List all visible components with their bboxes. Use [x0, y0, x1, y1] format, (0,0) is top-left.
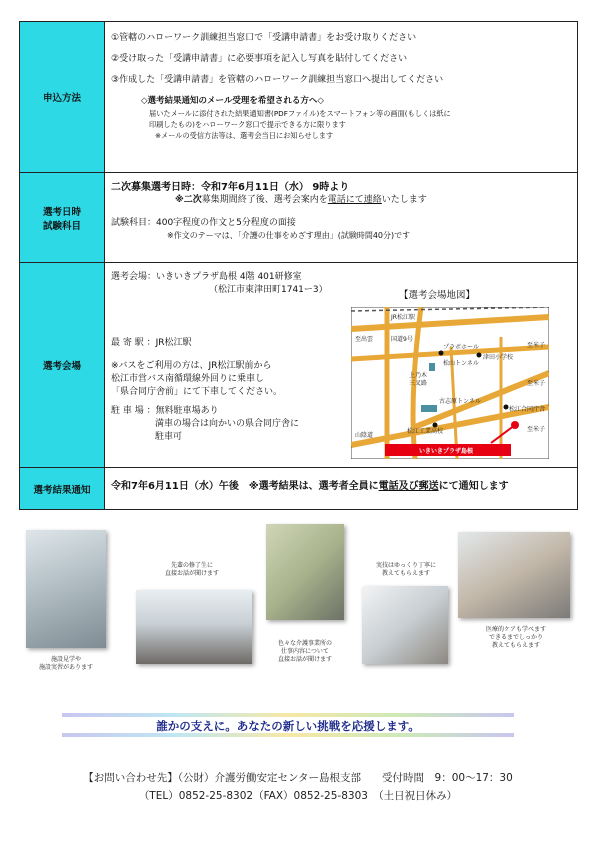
result-note-post: にて通知します — [438, 481, 509, 492]
caption-2a: 先輩の修了生に — [170, 562, 213, 569]
venue-map — [351, 307, 549, 459]
map-title: 【選考会場地図】 — [399, 290, 476, 301]
caption-3c: 直接お話が聞けます — [277, 656, 332, 663]
venue-label: 選考会場 — [20, 263, 105, 468]
photo-brochures — [266, 524, 344, 620]
result-label: 選考結果通知 — [20, 468, 105, 510]
map-label-plabo: プラボホール — [443, 344, 479, 351]
result-content — [105, 468, 578, 510]
map-label-kamiyasu: 上乃木 — [409, 372, 428, 379]
map-label-jr: JR松江駅 — [391, 314, 415, 321]
exam-note-post: いたします — [381, 195, 427, 205]
map-label-tsuda: 津田小学校 — [483, 354, 514, 361]
apply-step-2: ②受け取った「受講申請書」に必要事項を記入し写真を貼付してください — [111, 54, 408, 64]
venue-address: （松江市東津田町1741ー3） — [209, 285, 328, 295]
map-label-kokudo: 国道9号 — [391, 336, 413, 343]
result-note-prefix: ※選考結果は、選考者全員に — [248, 481, 379, 492]
caption-1a: 施設見学や — [50, 656, 81, 663]
contact-line-2: （TEL）0852-25-8302（FAX）0852-25-8303 （土日祝日休み） — [138, 790, 458, 802]
map-label-godo: 松江合同庁舎 — [509, 406, 546, 413]
mail-line-3: ※メールの受信方法等は、選考会当日にお知らせします — [155, 131, 334, 140]
venue-content — [105, 263, 578, 468]
apply-step-3: ③作成した「受講申請書」を管轄のハローワーク訓練担当窓口へ提出してください — [111, 75, 444, 85]
photo-practical-skills — [362, 586, 448, 664]
exam-subject: 試験科目：400字程度の作文と5分程度の面接 — [111, 218, 296, 228]
info-table — [19, 21, 578, 510]
apply-step-1: ①管轄のハローワーク訓練担当窓口で「受講申請書」をお受け取りください — [111, 33, 417, 43]
photo-medical-care — [458, 532, 570, 618]
photo-collage — [0, 520, 596, 690]
map-label-kogyo: 松江工業高校 — [407, 428, 444, 435]
exam-content — [105, 173, 578, 263]
venue-bus-1: ※バスをご利用の方は、JR松江駅前から — [111, 361, 272, 371]
map-label-sanin: 山陰道 — [355, 432, 374, 439]
caption-5c: 教えてもらえます — [491, 642, 540, 649]
caption-1b: 施設実習があります — [38, 664, 93, 671]
apply-label: 申込方法 — [20, 22, 105, 173]
caption-3b: 仕事内容について — [281, 648, 329, 655]
exam-label-date: 選考日時 — [42, 206, 81, 218]
exam-label — [20, 173, 105, 263]
exam-note-prefix: ※二次 — [175, 195, 202, 205]
map-label-koshibara: 古志原トンネル — [439, 398, 481, 405]
slogan-text: 誰かの支えに。あなたの新しい挑戦を応援します。 — [156, 719, 420, 733]
map-label-yonago-2: 至米子 — [527, 380, 546, 387]
photo-classroom — [136, 590, 252, 664]
map-label-yonago-3: 至米子 — [527, 426, 546, 433]
exam-note-mid: 募集期間終了後、選考会案内を — [201, 195, 328, 205]
mail-line-1: 届いたメールに添付された結果通知書(PDFファイル)をスマートフォン等の画面(もしくは紙に — [149, 109, 451, 118]
venue-parking-1: 駐 車 場 ：無料駐車場あり — [111, 406, 219, 416]
caption-2b: 直接お話が聞けます — [164, 570, 219, 577]
caption-5b: できるまでしっかり — [488, 634, 543, 641]
exam-note-underline: 電話にて連絡 — [327, 195, 382, 205]
mail-line-2: 印刷したもの)をハローワーク窓口で提示できる方に限ります — [149, 120, 346, 129]
venue-parking-2: 満車の場合は向かいの県合同庁舎に — [155, 419, 300, 429]
result-date: 令和7年6月11日（水）午後 — [111, 481, 239, 492]
venue-place: 選考会場：いきいきプラザ島根 4階 401研修室 — [111, 272, 302, 282]
apply-content — [105, 22, 578, 173]
exam-subject-note: ※作文のテーマは、「介護の仕事をめざす理由」(試験時間40分)です — [167, 231, 411, 240]
exam-label-subject: 試験科目 — [42, 220, 81, 232]
venue-bus-2: 松江市営バス南循環線外回りに乗車し — [111, 374, 265, 384]
caption-3a: 色々な介護事業所の — [277, 640, 332, 647]
photo-facility-tour — [26, 530, 106, 648]
caption-4b: 教えてもらえます — [381, 570, 430, 577]
exam-date: 二次募集選考日時：令和7年6月11日（水） 9時より — [111, 182, 350, 193]
venue-parking-3: 駐車可 — [155, 432, 183, 442]
map-label-sanjo: 三叉路 — [409, 380, 428, 387]
venue-bus-3: 「県合同庁舎前」にて下車してください。 — [111, 387, 283, 397]
caption-5a: 医療的ケアも学べます — [485, 626, 546, 633]
map-label-plaza: いきいきプラザ島根 — [419, 448, 474, 455]
venue-station: 最 寄 駅 ：JR松江駅 — [111, 338, 192, 348]
result-note-underline: 電話及び郵送 — [378, 481, 439, 492]
map-label-north: 至出雲 — [355, 336, 374, 343]
slogan-banner — [62, 712, 514, 738]
contact-line-1: 【お問い合わせ先】（公財）介護労働安定センター島根支部 受付時間 9：00～17：30 — [83, 772, 513, 784]
caption-4a: 実技はゆっくり丁寧に — [376, 562, 436, 569]
mail-heading: ◇選考結果通知のメール受理を希望される方へ◇ — [141, 96, 324, 106]
map-label-yonago-1: 至米子 — [527, 342, 546, 349]
map-label-tunnel1: 松山トンネル — [443, 360, 479, 367]
